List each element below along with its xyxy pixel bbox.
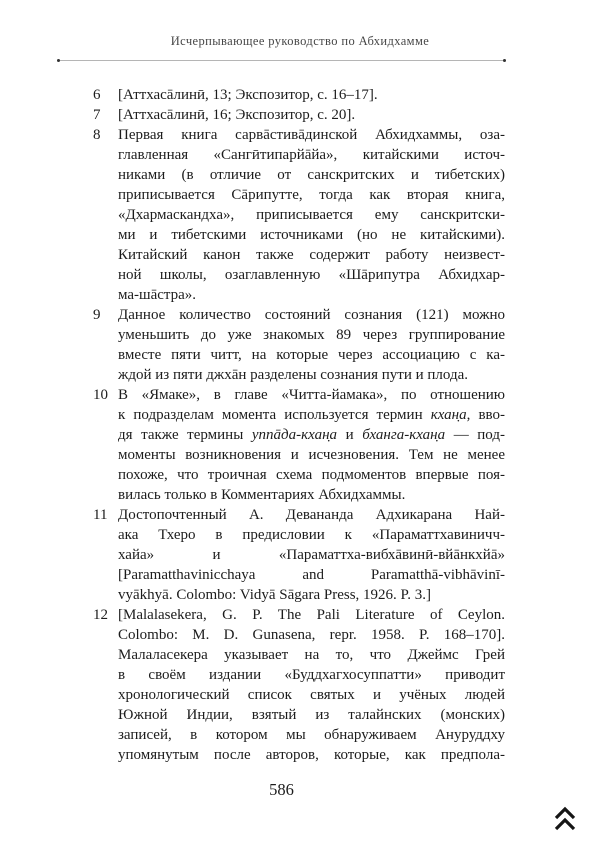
endnote-line bbox=[118, 465, 505, 485]
endnote-number: 7 bbox=[93, 107, 101, 123]
endnote-text bbox=[118, 125, 505, 305]
endnote-line bbox=[118, 745, 505, 765]
endnote-line bbox=[118, 505, 505, 525]
endnote-line bbox=[118, 185, 505, 205]
endnote-text bbox=[118, 385, 505, 505]
endnote-line bbox=[118, 425, 505, 445]
text-segment: хронологический список святых и учёных людей bbox=[118, 687, 505, 703]
endnote bbox=[93, 125, 505, 305]
endnote-line bbox=[118, 205, 505, 225]
text-segment: — под- bbox=[445, 427, 505, 443]
page-number: 586 bbox=[269, 780, 294, 799]
pali-term: кхан̣а bbox=[430, 407, 467, 423]
endnote bbox=[93, 505, 505, 605]
double-chevron-up-icon bbox=[553, 806, 577, 836]
endnote-line bbox=[118, 605, 505, 625]
endnote-line bbox=[118, 525, 505, 545]
text-segment: Достопочтенный А. Девананда Адхикарана Най- bbox=[118, 507, 505, 523]
endnote-number: 10 bbox=[93, 387, 108, 403]
endnote-line bbox=[118, 305, 505, 325]
endnote-text bbox=[118, 505, 505, 605]
text-segment: [Malalasekera, G. P. The Pali Literature of Ceylon. bbox=[118, 607, 505, 623]
endnote-line bbox=[118, 245, 505, 265]
endnote-line bbox=[118, 725, 505, 745]
text-segment: записей, в котором мы обнаруживаем Ануруддху bbox=[118, 727, 505, 743]
text-segment: [Аттхасāлинӣ, 13; Экспозитор, с. 16–17]. bbox=[118, 87, 378, 103]
endnotes-list bbox=[93, 85, 505, 765]
pali-term: уппāда-кхан̣а bbox=[251, 427, 338, 443]
endnote bbox=[93, 385, 505, 505]
endnote bbox=[93, 105, 505, 125]
text-segment: В «Ямаке», в главе «Читта-йамака», по отношению bbox=[118, 387, 505, 403]
endnote-line bbox=[118, 285, 505, 305]
text-segment: [Paramatthavinicchaya and Paramatthā-vibhāvinī- bbox=[118, 567, 505, 583]
text-segment: [Аттхасāлинӣ, 16; Экспозитор, с. 20]. bbox=[118, 107, 356, 123]
text-segment: уменьшить до уже знакомых 89 через группирование bbox=[118, 327, 505, 343]
endnote-text bbox=[118, 85, 505, 105]
endnote bbox=[93, 605, 505, 765]
endnote-line bbox=[118, 325, 505, 345]
text-segment: никами (в отличие от санскритских и тибетских) bbox=[118, 167, 505, 183]
text-segment: Colombo: M. D. Gunasena, repr. 1958. P. 168–170]. bbox=[118, 627, 505, 643]
running-header: Исчерпывающее руководство по Абхидхамме bbox=[170, 34, 430, 48]
endnote-line bbox=[118, 125, 505, 145]
rule-end-dot-right bbox=[503, 59, 506, 62]
text-segment: вместе пяти читт, на которые через ассоциацию с ка- bbox=[118, 347, 505, 363]
rule-end-dot-left bbox=[57, 59, 60, 62]
text-segment: и bbox=[337, 427, 363, 443]
endnote-number: 6 bbox=[93, 87, 101, 103]
endnote-line bbox=[118, 445, 505, 465]
endnote-text bbox=[118, 305, 505, 385]
endnote-line bbox=[118, 225, 505, 245]
endnote-line bbox=[118, 565, 505, 585]
endnote-number: 9 bbox=[93, 307, 101, 323]
text-segment: упомянутым после авторов, которые, как предпола- bbox=[118, 747, 505, 763]
text-segment: Малаласекера указывает на то, что Джеймс Грей bbox=[118, 647, 505, 663]
text-segment: ми и тибетскими источниками (но не китайскими). bbox=[118, 227, 505, 243]
endnote bbox=[93, 305, 505, 385]
endnote-number: 11 bbox=[93, 507, 108, 523]
header-rule bbox=[60, 60, 503, 61]
endnote bbox=[93, 85, 505, 105]
text-segment: ной школы, озаглавленную «Шāрипутра Абхидхар- bbox=[118, 267, 505, 283]
endnote-number: 8 bbox=[93, 127, 101, 143]
pali-term: бханга-кхан̣а bbox=[362, 427, 446, 443]
endnote-line bbox=[118, 585, 505, 605]
text-segment: Первая книга сарвāстивāдинской Абхидхаммы, оза- bbox=[118, 127, 505, 143]
text-segment: в своём издании «Буддхагхосуппатти» приводит bbox=[118, 667, 505, 683]
endnote-line bbox=[118, 145, 505, 165]
endnote-line bbox=[118, 685, 505, 705]
text-segment: «Дхармаскандха», приписывается ему санскритски- bbox=[118, 207, 505, 223]
text-segment: вилась только в Комментариях Абхидхаммы. bbox=[118, 487, 406, 503]
text-segment: vyākhyā. Colombo: Vidyā Sāgara Press, 1926. P. 3.] bbox=[118, 587, 431, 603]
text-segment: ма-шāстра». bbox=[118, 287, 197, 303]
endnote-line bbox=[118, 625, 505, 645]
endnote-line bbox=[118, 485, 505, 505]
text-segment: Южной Индии, взятый из талайнских (монских) bbox=[118, 707, 505, 723]
endnote-line bbox=[118, 365, 505, 385]
text-segment: , вво- bbox=[466, 407, 505, 423]
endnote-line bbox=[118, 545, 505, 565]
endnote-line bbox=[118, 345, 505, 365]
text-segment: Данное количество состояний сознания (121) можно bbox=[118, 307, 505, 323]
text-segment: Китайский канон также содержит работу неизвест- bbox=[118, 247, 505, 263]
text-segment: главленная «Сангӣтипарйāйа», китайскими источ- bbox=[118, 147, 505, 163]
text-segment: ака Тхеро в предисловии к «Параматтхавиничч- bbox=[118, 527, 505, 543]
text-segment: дя также термины bbox=[118, 427, 252, 443]
text-segment: хайа» и «Параматтха-вибхāвинӣ-вйāнкхйā» bbox=[118, 547, 505, 563]
text-segment: к подразделам момента используется термин bbox=[118, 407, 431, 423]
endnote-line bbox=[118, 405, 505, 425]
endnote-line bbox=[118, 265, 505, 285]
endnote-number: 12 bbox=[93, 607, 108, 623]
endnote-line bbox=[118, 165, 505, 185]
endnote-line bbox=[118, 385, 505, 405]
text-segment: приписывается Сāрипутте, тогда как вторая книга, bbox=[118, 187, 505, 203]
endnote-line bbox=[118, 85, 505, 105]
endnote-line bbox=[118, 645, 505, 665]
endnote-text bbox=[118, 105, 505, 125]
endnote-line bbox=[118, 665, 505, 685]
text-segment: моменты возникновения и исчезновения. Тем не менее bbox=[118, 447, 505, 463]
endnote-line bbox=[118, 105, 505, 125]
text-segment: ждой из пяти джхāн разделены сознания пути и плода. bbox=[118, 367, 468, 383]
text-segment: похоже, что троичная схема подмоментов впервые поя- bbox=[118, 467, 505, 483]
scroll-top-button[interactable] bbox=[551, 803, 581, 839]
endnote-line bbox=[118, 705, 505, 725]
endnote-text bbox=[118, 605, 505, 765]
